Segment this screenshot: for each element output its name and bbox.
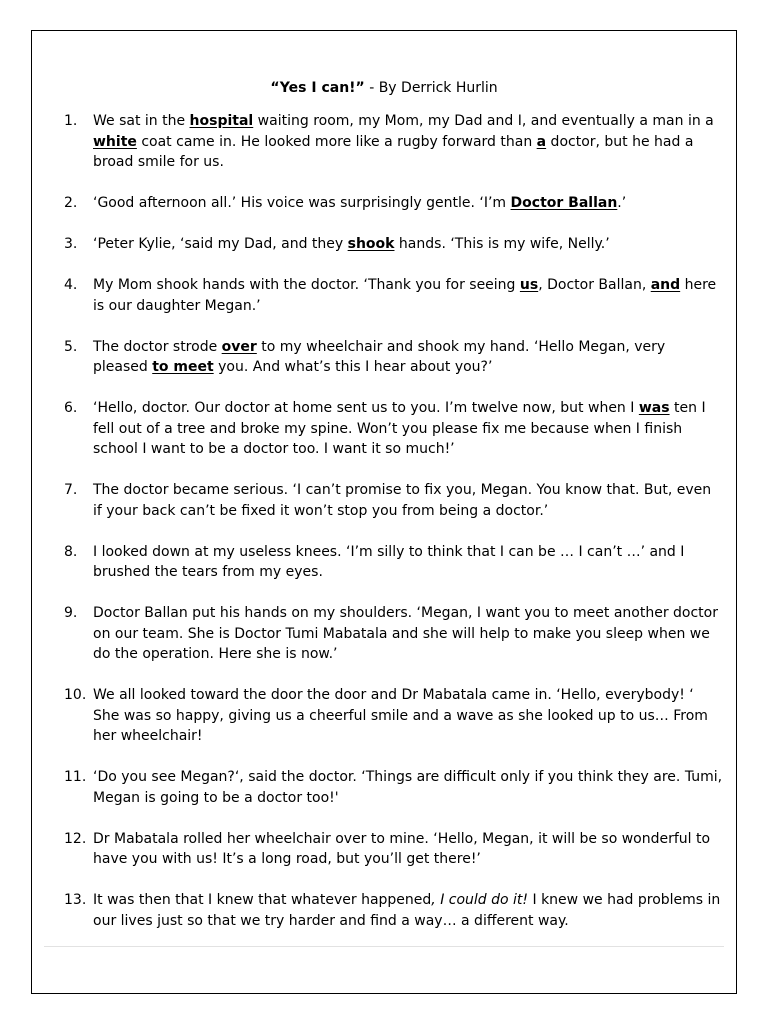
story-paragraph-list	[64, 111, 724, 952]
text-run: It was then that I knew that whatever happened	[93, 892, 432, 908]
text-run: I looked down at my useless knees. ‘I’m silly to think that I can be … I can’t …’ and I brushed the tears from my eyes.	[93, 543, 685, 580]
text-run: I knew we had problems in our lives just so that we try harder and find a way… a different way.	[93, 892, 721, 929]
text-run: We all looked toward the door the door and Dr Mabatala came in. ‘Hello, everybody! ‘ She was so happy, giving us a cheerful smile and a wave as she looked up to us… From her wheelchair!	[93, 687, 708, 744]
emphasized-word: to meet	[152, 359, 214, 375]
paragraph-text	[93, 603, 724, 665]
paragraph-number: 9.	[64, 605, 78, 621]
text-run: We sat in the	[93, 113, 190, 129]
paragraph-text	[93, 234, 724, 255]
emphasized-word: Doctor Ballan	[510, 195, 618, 211]
story-paragraph	[64, 337, 724, 378]
paragraph-text	[93, 685, 724, 747]
emphasized-word: was	[638, 400, 670, 416]
story-paragraph	[64, 398, 724, 460]
story-paragraph	[64, 685, 724, 747]
text-run: ten I fell out of a tree and broke my spine. Won’t you please fix me because when I finish school I want to be a doctor too. I want it so much!’	[93, 400, 706, 457]
story-paragraph	[64, 603, 724, 665]
paragraph-number: 13.	[64, 892, 87, 908]
text-run: .’	[617, 195, 627, 211]
footer-divider	[44, 946, 724, 947]
paragraph-text	[93, 542, 724, 583]
text-run: to my wheelchair and shook my hand. ‘Hello Megan, very pleased	[93, 338, 666, 375]
text-run: , Doctor Ballan,	[538, 277, 651, 293]
story-paragraph	[64, 542, 724, 583]
text-run: Doctor Ballan put his hands on my shoulders. ‘Megan, I want you to meet another doctor on our team. She is Doctor Tumi Mabatala and she will help to make you sleep when we do the operation. Here she is now.’	[93, 605, 718, 662]
emphasized-word: over	[221, 338, 257, 355]
paragraph-number: 2.	[64, 195, 78, 211]
text-run: waiting room, my Mom, my Dad and I, and eventually a man in a	[253, 113, 714, 129]
title-byline: - By Derrick Hurlin	[364, 80, 498, 96]
paragraph-text	[93, 275, 724, 316]
paragraph-text	[93, 111, 724, 173]
text-run: ‘Hello, doctor. Our doctor at home sent us to you. I’m twelve now, but when I	[93, 400, 639, 416]
paragraph-number: 10.	[64, 687, 87, 703]
emphasized-word: hospital	[189, 113, 254, 129]
paragraph-text	[93, 193, 724, 214]
paragraph-text	[93, 480, 724, 521]
text-run: ‘Good afternoon all.’ His voice was surprisingly gentle. ‘I’m	[93, 195, 511, 211]
paragraph-number: 1.	[64, 113, 78, 129]
paragraph-number: 3.	[64, 236, 78, 252]
paragraph-number: 8.	[64, 543, 78, 560]
paragraph-text	[93, 767, 724, 808]
text-run: My Mom shook hands with the doctor. ‘Thank you for seeing	[93, 277, 520, 293]
story-paragraph	[64, 111, 724, 173]
text-run: doctor, but he had a broad smile for us.	[93, 133, 694, 170]
emphasized-word: shook	[347, 236, 395, 252]
emphasized-word: white	[93, 133, 137, 150]
story-paragraph	[64, 234, 724, 255]
emphasized-word: us	[519, 277, 539, 293]
story-paragraph	[64, 275, 724, 316]
text-run: coat came in. He looked more like a rugby forward than	[136, 133, 537, 150]
text-run: The doctor became serious. ‘I can’t promise to fix you, Megan. You know that. But, even if your back can’t be fixed it won’t stop you from being a doctor.’	[93, 482, 712, 519]
story-paragraph	[64, 480, 724, 521]
paragraph-number: 12.	[64, 830, 87, 847]
emphasized-word: and	[650, 277, 681, 293]
text-run: ‘Peter Kylie, ‘said my Dad, and they	[93, 236, 348, 252]
paragraph-number: 5.	[64, 338, 78, 355]
paragraph-number: 11.	[64, 769, 87, 785]
paragraph-number: 7.	[64, 482, 78, 498]
paragraph-text	[93, 890, 724, 931]
italic-phrase: , I could do it!	[431, 892, 529, 908]
paragraph-text	[93, 829, 724, 870]
paragraph-number: 6.	[64, 400, 78, 416]
text-run: you. And what’s this I hear about you?’	[213, 359, 493, 375]
emphasized-word: a	[536, 133, 547, 150]
story-paragraph	[64, 829, 724, 870]
text-run: The doctor strode	[93, 338, 222, 355]
text-run: ‘Do you see Megan?‘, said the doctor. ‘Things are difficult only if you think they are. Tumi, Megan is going to be a doctor too!'	[93, 769, 723, 806]
text-run: here is our daughter Megan.’	[93, 277, 717, 314]
paragraph-text	[93, 337, 724, 378]
title-main: “Yes I can!”	[270, 80, 365, 96]
story-paragraph	[64, 193, 724, 214]
paragraph-text	[93, 398, 724, 460]
paragraph-number: 4.	[64, 277, 78, 293]
story-paragraph	[64, 890, 724, 931]
text-run: hands. ‘This is my wife, Nelly.’	[394, 236, 610, 252]
text-run: Dr Mabatala rolled her wheelchair over to mine. ‘Hello, Megan, it will be so wonderful to have you with us! It’s a long road, but you’ll get there!’	[93, 830, 711, 867]
story-paragraph	[64, 767, 724, 808]
story-title	[0, 78, 768, 98]
